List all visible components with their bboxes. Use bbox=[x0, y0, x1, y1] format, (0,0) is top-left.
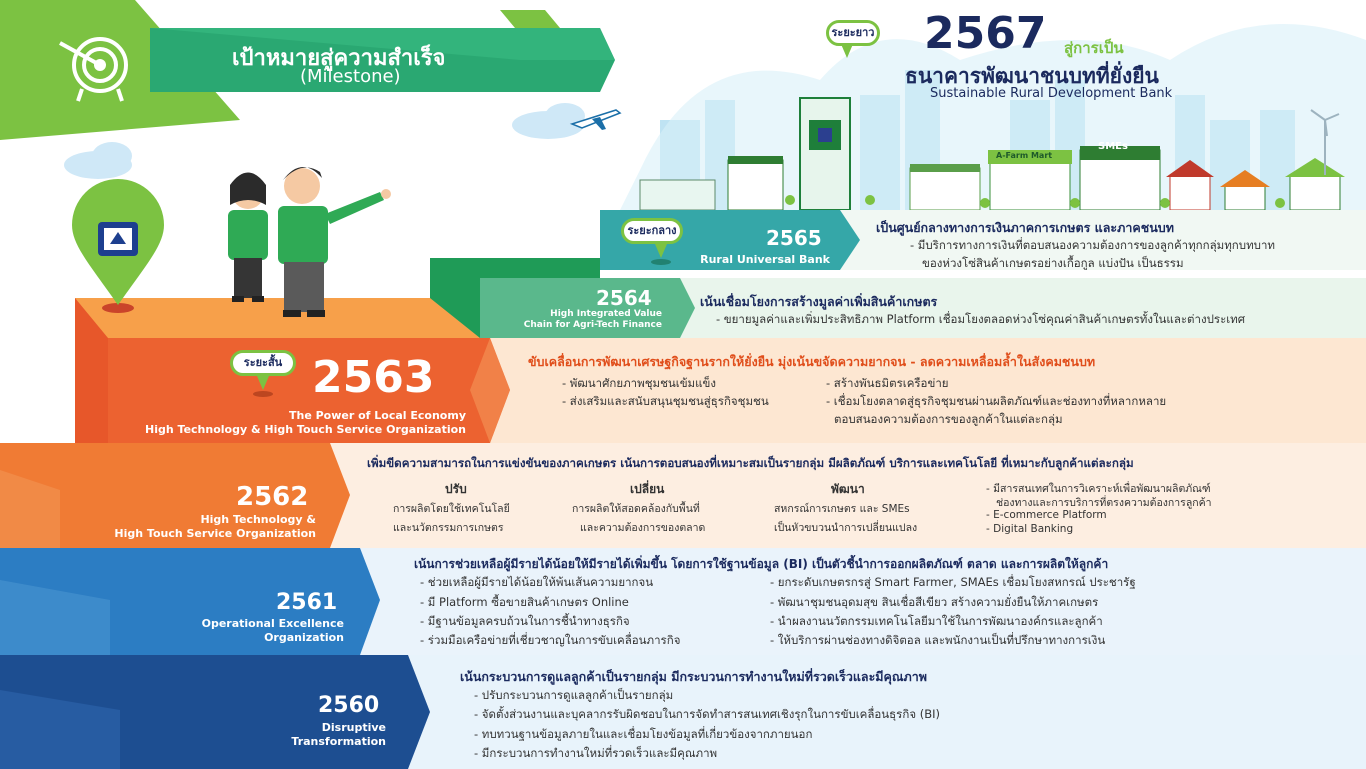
year-2565: 2565 bbox=[766, 226, 822, 250]
year-2564: 2564 bbox=[596, 286, 652, 310]
year-2563: 2563 bbox=[312, 352, 435, 403]
name-2562 bbox=[20, 513, 316, 541]
long-term-year: 2567 bbox=[924, 8, 1047, 59]
bullet-2561-r4: - ให้บริการผ่านช่องทางดิจิตอล และพนักงานเป็นที่ปรึกษาทางการเงิน bbox=[770, 633, 1106, 647]
col-2562-1-line1: การผลิตโดยใช้เทคโนโลยี bbox=[393, 503, 510, 515]
name-2560 bbox=[200, 721, 386, 749]
name-2560-line1: Disruptive bbox=[321, 721, 386, 734]
bullet-2561-l2: - มี Platform ซื้อขายสินค้าเกษตร Online bbox=[420, 595, 629, 609]
name-2563-line1: The Power of Local Economy bbox=[288, 409, 466, 422]
year-2560: 2560 bbox=[318, 693, 380, 718]
name-2564 bbox=[480, 309, 662, 331]
col-2562-3-line1: สหกรณ์การเกษตร และ SMEs bbox=[774, 503, 910, 515]
long-term-title-en: Sustainable Rural Development Bank bbox=[930, 86, 1173, 101]
col-2562-1-line2: และนวัตกรรมการเกษตร bbox=[393, 522, 504, 534]
bullet-2563-r3: ตอบสนองความต้องการของลูกค้าในแต่ละกลุ่ม bbox=[834, 412, 1063, 426]
name-2564-line1: High Integrated Value bbox=[550, 309, 662, 319]
heading-2561: เน้นการช่วยเหลือผู้มีรายได้น้อยให้มีรายได้เพิ่มขึ้น โดยการใช้ฐานข้อมูล (BI) เป็นตัวชี้นำการออกผลิตภัณฑ์ ตลาด และการผลิตให้ลูกค้า bbox=[414, 557, 1109, 571]
bullet-2560-3: - ทบทวนฐานข้อมูลภายในและเชื่อมโยงข้อมูลที่เกี่ยวข้องจากภายนอก bbox=[474, 727, 813, 741]
name-2562-line2: High Touch Service Organization bbox=[114, 527, 316, 540]
bullet-2564: - ขยายมูลค่าและเพิ่มประสิทธิภาพ Platform เชื่อมโยงตลอดห่วงโซ่คุณค่าสินค้าเกษตรทั้งในและต่างประเทศ bbox=[716, 312, 1246, 326]
bullet-2565-1: - มีบริการทางการเงินที่ตอบสนองความต้องการของลูกค้าทุกกลุ่มทุกบทบาท bbox=[910, 238, 1275, 252]
farm-mart-sign: A-Farm Mart bbox=[996, 151, 1053, 160]
mid-term-pin-label: ระยะกลาง bbox=[621, 218, 683, 244]
bullet-2561-l3: - มีฐานข้อมูลครบถ้วนในการชี้นำทางธุรกิจ bbox=[420, 614, 630, 628]
name-2561-line1: Operational Excellence bbox=[201, 617, 344, 630]
bullet-2561-l1: - ช่วยเหลือผู้มีรายได้น้อยให้พ้นเส้นความยากจน bbox=[420, 575, 654, 589]
long-term-pin-label: ระยะยาว bbox=[826, 20, 880, 46]
sme-sign: SMEs bbox=[1098, 141, 1128, 152]
year-2561: 2561 bbox=[276, 590, 338, 615]
name-2563-line2: High Technology & High Touch Service Organization bbox=[145, 423, 466, 436]
side-2562-3: - E-commerce Platform bbox=[986, 509, 1107, 521]
col-2562-3-line2: เป็นหัวขบวนนำการเปลี่ยนแปลง bbox=[774, 522, 918, 534]
location-pin-icon bbox=[72, 179, 164, 313]
col-2562-2-title: เปลี่ยน bbox=[630, 482, 665, 496]
long-term-title: ธนาคารพัฒนาชนบทที่ยั่งยืน bbox=[905, 64, 1159, 88]
heading-2560: เน้นกระบวนการดูแลลูกค้าเป็นรายกลุ่ม มีกระบวนการทำงานใหม่ที่รวดเร็วและมีคุณภาพ bbox=[460, 669, 927, 684]
col-2562-2-line1: การผลิตให้สอดคล้องกับพื้นที่ bbox=[572, 503, 700, 515]
col-2562-1-title: ปรับ bbox=[445, 482, 467, 496]
staff-characters bbox=[228, 167, 391, 317]
heading-2565: เป็นศูนย์กลางทางการเงินภาคการเกษตร และภาคชนบท bbox=[876, 220, 1174, 235]
bullet-2565-2: ของห่วงโซ่สินค้าเกษตรอย่างเกื้อกูล แบ่งปัน เป็นธรรม bbox=[922, 256, 1184, 270]
year-2562: 2562 bbox=[236, 482, 309, 512]
bullet-2560-1: - ปรับกระบวนการดูแลลูกค้าเป็นรายกลุ่ม bbox=[474, 688, 674, 702]
col-2562-2-line2: และความต้องการของตลาด bbox=[580, 522, 706, 534]
cloud-icon bbox=[512, 103, 585, 139]
side-2562-4: - Digital Banking bbox=[986, 523, 1074, 535]
bullet-2563-l2: - ส่งเสริมและสนับสนุนชุมชนสู่ธุรกิจชุมชน bbox=[562, 394, 769, 408]
bullet-2561-l4: - ร่วมมือเครือข่ายที่เชี่ยวชาญในการขับเคลื่อนภารกิจ bbox=[420, 633, 681, 647]
heading-2562: เพิ่มขีดความสามารถในการแข่งขันของภาคเกษตร เน้นการตอบสนองที่เหมาะสมเป็นรายกลุ่ม มีผลิตภัณฑ์ บริการและเทคโนโลยี ที่เหมาะกับลูกค้าแต่ละกลุ่ม bbox=[367, 456, 1134, 470]
cloud-icon bbox=[64, 142, 132, 179]
heading-2563: ขับเคลื่อนการพัฒนาเศรษฐกิจฐานรากให้ยั่งยืน มุ่งเน้นขจัดความยากจน - ลดความเหลื่อมล้ำในสังคมชนบท bbox=[528, 354, 1096, 369]
name-2560-line2: Transformation bbox=[291, 735, 386, 748]
long-term-to: สู่การเป็น bbox=[1064, 39, 1124, 57]
name-2561 bbox=[120, 617, 344, 645]
bullet-2561-r2: - พัฒนาชุมชนอุดมสุข สินเชื่อสีเขียว สร้างความยั่งยืนให้ภาคเกษตร bbox=[770, 595, 1099, 609]
side-2562-1: - มีสารสนเทศในการวิเคราะห์เพื่อพัฒนาผลิตภัณฑ์ bbox=[986, 483, 1211, 495]
bullet-2560-2: - จัดตั้งส่วนงานและบุคลากรรับผิดชอบในการจัดทำสารสนเทศเชิงรุกในการขับเคลื่อนธุรกิจ (BI) bbox=[474, 707, 940, 721]
page-subtitle: (Milestone) bbox=[300, 66, 401, 87]
bullet-2561-r3: - นำผลงานนวัตกรรมเทคโนโลยีมาใช้ในการพัฒนาองค์กรและลูกค้า bbox=[770, 614, 1103, 628]
bullet-2560-4: - มีกระบวนการทำงานใหม่ที่รวดเร็วและมีคุณภาพ bbox=[474, 746, 718, 760]
name-2564-line2: Chain for Agri-Tech Finance bbox=[523, 320, 662, 330]
bullet-2563-r2: - เชื่อมโยงตลาดสู่ธุรกิจชุมชนผ่านผลิตภัณฑ์และช่องทางที่หลากหลาย bbox=[826, 394, 1167, 408]
side-2562-2: ช่องทางและการบริการที่ตรงความต้องการลูกค้า bbox=[996, 497, 1212, 509]
name-2565: Rural Universal Bank bbox=[700, 253, 830, 266]
name-2562-line1: High Technology & bbox=[200, 513, 316, 526]
bullet-2563-r1: - สร้างพันธมิตรเครือข่าย bbox=[826, 376, 949, 390]
page-title: เป้าหมายสู่ความสำเร็จ bbox=[232, 46, 446, 71]
name-2561-line2: Organization bbox=[264, 631, 344, 644]
bullet-2561-r1: - ยกระดับเกษตรกรสู่ Smart Farmer, SMAEs เชื่อมโยงสหกรณ์ ประชารัฐ bbox=[770, 575, 1136, 589]
name-2563 bbox=[110, 409, 466, 437]
heading-2564: เน้นเชื่อมโยงการสร้างมูลค่าเพิ่มสินค้าเกษตร bbox=[700, 294, 938, 309]
short-term-pin-label: ระยะสั้น bbox=[230, 350, 296, 376]
col-2562-3-title: พัฒนา bbox=[831, 482, 865, 496]
bullet-2563-l1: - พัฒนาศักยภาพชุมชนเข้มแข็ง bbox=[562, 376, 717, 390]
